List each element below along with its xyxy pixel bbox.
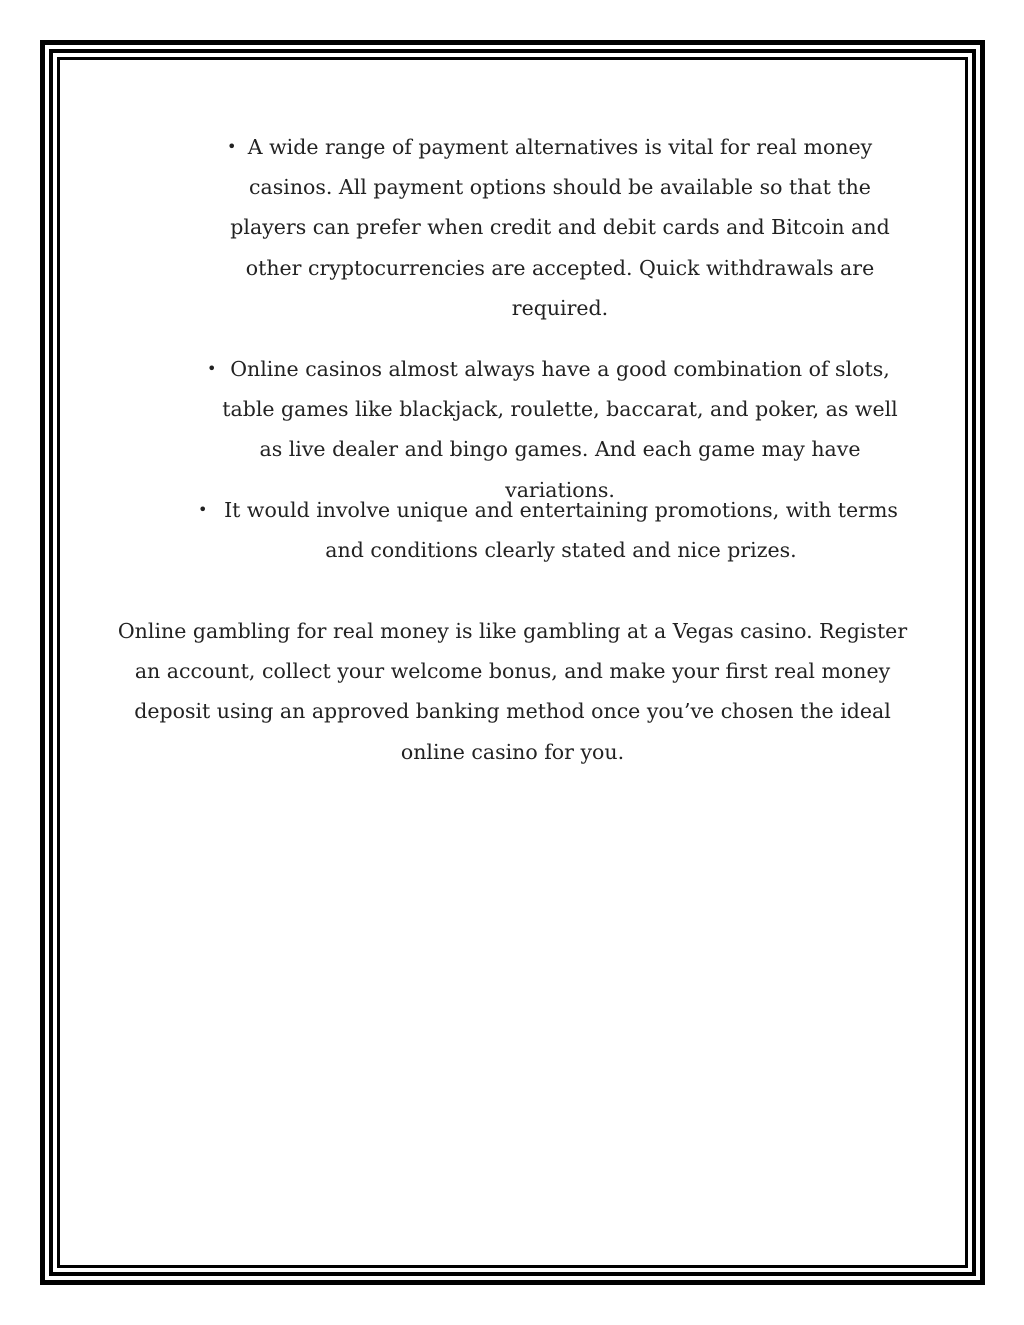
bullet-text-payment: A wide range of payment alternatives is vital for real money casinos. All payment options should be available so that the players can prefer when credit and debit cards and Bitcoin and other cryptocurrencies are accepted. Quick withdrawals are required.: [230, 135, 890, 320]
bullet-marker: •: [227, 137, 237, 156]
bullet-marker: •: [198, 500, 208, 519]
bullet-marker: •: [207, 359, 217, 378]
closing-paragraph: Online gambling for real money is like gambling at a Vegas casino. Register an account, collect your welcome bonus, and make your first real money deposit using an approved banking method once you’ve chosen the ideal online casino for you.: [117, 619, 908, 764]
bullet-text-promotions: It would involve unique and entertaining promotions, with terms and conditions clearly stated and nice prizes.: [224, 498, 898, 563]
bullet-text-games: Online casinos almost always have a good combination of slots, table games like blackjack, roulette, baccarat, and poker, as well as live dealer and bingo games. And each game may have variations.: [222, 357, 898, 502]
page-content: [60, 60, 965, 1265]
